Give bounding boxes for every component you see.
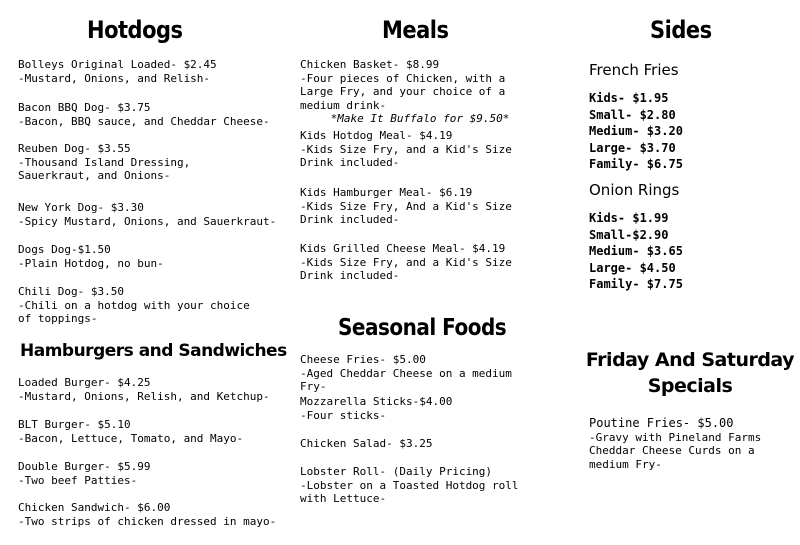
item-name: Reuben Dog- $3.55 bbox=[18, 142, 131, 155]
item-desc: -Mustard, Onions, and Relish- bbox=[18, 71, 211, 85]
menu-item bbox=[300, 242, 520, 283]
item-desc: -Kids Size Fry, And a Kid's Size Drink included- bbox=[300, 199, 512, 227]
menu-item bbox=[300, 129, 520, 170]
menu-item bbox=[300, 465, 540, 506]
menu-item bbox=[300, 58, 540, 126]
item-desc: -Two strips of chicken dressed in mayo- bbox=[18, 514, 277, 528]
item-desc: -Mustard, Onions, Relish, and Ketchup- bbox=[18, 389, 270, 403]
item-name: Loaded Burger- $4.25 bbox=[18, 376, 151, 389]
item-name: Mozzarella Sticks-$4.00 bbox=[300, 395, 453, 408]
item-name: Dogs Dog-$1.50 bbox=[18, 243, 111, 256]
price-item: Family- $6.75 bbox=[589, 157, 683, 171]
specials-heading-line1: Friday And Saturday bbox=[585, 349, 795, 371]
item-desc: -Two beef Patties- bbox=[18, 473, 138, 487]
price-item: Small- $2.80 bbox=[589, 107, 676, 122]
french-fries-heading: French Fries bbox=[589, 61, 679, 79]
price-item: Medium- $3.20 bbox=[589, 124, 683, 138]
item-name: Bacon BBQ Dog- $3.75 bbox=[18, 101, 151, 114]
price-item: Kids- $1.99 bbox=[589, 211, 669, 225]
price-item: Small-$2.90 bbox=[589, 227, 669, 242]
price-item: Medium- $3.65 bbox=[589, 244, 683, 258]
item-note: *Make It Buffalo for $9.50* bbox=[330, 112, 510, 126]
seasonal-heading: Seasonal Foods bbox=[338, 313, 507, 341]
item-name: Chicken Salad- $3.25 bbox=[300, 437, 433, 450]
item-desc: -Aged Cheddar Cheese on a medium Fry- bbox=[300, 366, 512, 394]
item-desc: -Plain Hotdog, no bun- bbox=[18, 256, 164, 270]
onion-rings-heading: Onion Rings bbox=[589, 181, 680, 199]
item-desc: -Bacon, Lettuce, Tomato, and Mayo- bbox=[18, 431, 244, 445]
item-desc: -Bacon, BBQ sauce, and Cheddar Cheese- bbox=[18, 114, 270, 128]
item-name: Poutine Fries- $5.00 bbox=[589, 416, 734, 430]
item-desc: -Gravy with Pineland Farms Cheddar Cheese Curds on a medium Fry- bbox=[589, 430, 762, 471]
item-name: Lobster Roll- (Daily Pricing) bbox=[300, 465, 493, 478]
item-name: Double Burger- $5.99 bbox=[18, 460, 151, 473]
menu-item bbox=[18, 201, 276, 228]
item-name: Chili Dog- $3.50 bbox=[18, 285, 124, 298]
item-desc: -Four pieces of Chicken, with a Large Fry, and your choice of a medium drink- bbox=[300, 71, 506, 112]
meals-heading: Meals bbox=[382, 16, 449, 44]
menu-item bbox=[18, 418, 243, 445]
specials-heading-line2: Specials bbox=[647, 375, 733, 397]
onion-rings-prices bbox=[589, 210, 683, 293]
burgers-heading: Hamburgers and Sandwiches bbox=[20, 341, 287, 361]
price-item: Large- $4.50 bbox=[589, 260, 676, 275]
french-fries-prices bbox=[589, 90, 683, 173]
item-name: Cheese Fries- $5.00 bbox=[300, 353, 426, 366]
hotdogs-heading: Hotdogs bbox=[87, 16, 183, 44]
specials-list bbox=[589, 417, 794, 471]
menu-item bbox=[589, 417, 794, 471]
menu-item bbox=[300, 353, 540, 394]
price-item: Kids- $1.95 bbox=[589, 91, 669, 105]
item-desc: -Chili on a hotdog with your choice of toppings- bbox=[18, 298, 250, 326]
item-name: Chicken Basket- $8.99 bbox=[300, 58, 440, 71]
item-name: Kids Hamburger Meal- $6.19 bbox=[300, 186, 473, 199]
item-name: Bolleys Original Loaded- $2.45 bbox=[18, 58, 217, 71]
menu-item bbox=[18, 501, 276, 528]
item-desc: -Kids Size Fry, and a Kid's Size Drink included- bbox=[300, 142, 512, 170]
menu-item bbox=[18, 243, 164, 270]
menu-item bbox=[18, 460, 150, 487]
menu-item bbox=[18, 285, 258, 326]
menu-item bbox=[18, 101, 270, 128]
item-desc: -Lobster on a Toasted Hotdog roll with Lettuce- bbox=[300, 478, 519, 506]
item-name: Kids Grilled Cheese Meal- $4.19 bbox=[300, 242, 506, 255]
item-desc: -Thousand Island Dressing, Sauerkraut, and Onions- bbox=[18, 155, 191, 183]
item-desc: -Four sticks- bbox=[300, 408, 387, 422]
item-name: Chicken Sandwich- $6.00 bbox=[18, 501, 171, 514]
sides-heading: Sides bbox=[650, 16, 712, 44]
item-desc: -Kids Size Fry, and a Kid's Size Drink included- bbox=[300, 255, 512, 283]
menu-item bbox=[300, 186, 520, 227]
item-desc: -Spicy Mustard, Onions, and Sauerkraut- bbox=[18, 214, 277, 228]
item-name: Kids Hotdog Meal- $4.19 bbox=[300, 129, 453, 142]
price-item: Family- $7.75 bbox=[589, 277, 683, 291]
menu-item bbox=[18, 376, 270, 403]
menu-item bbox=[18, 58, 217, 85]
item-name: New York Dog- $3.30 bbox=[18, 201, 144, 214]
menu-item bbox=[18, 142, 258, 183]
menu-item bbox=[300, 395, 452, 422]
specials-heading bbox=[580, 347, 800, 399]
menu-item bbox=[300, 437, 432, 451]
price-item: Large- $3.70 bbox=[589, 140, 676, 155]
item-name: BLT Burger- $5.10 bbox=[18, 418, 131, 431]
